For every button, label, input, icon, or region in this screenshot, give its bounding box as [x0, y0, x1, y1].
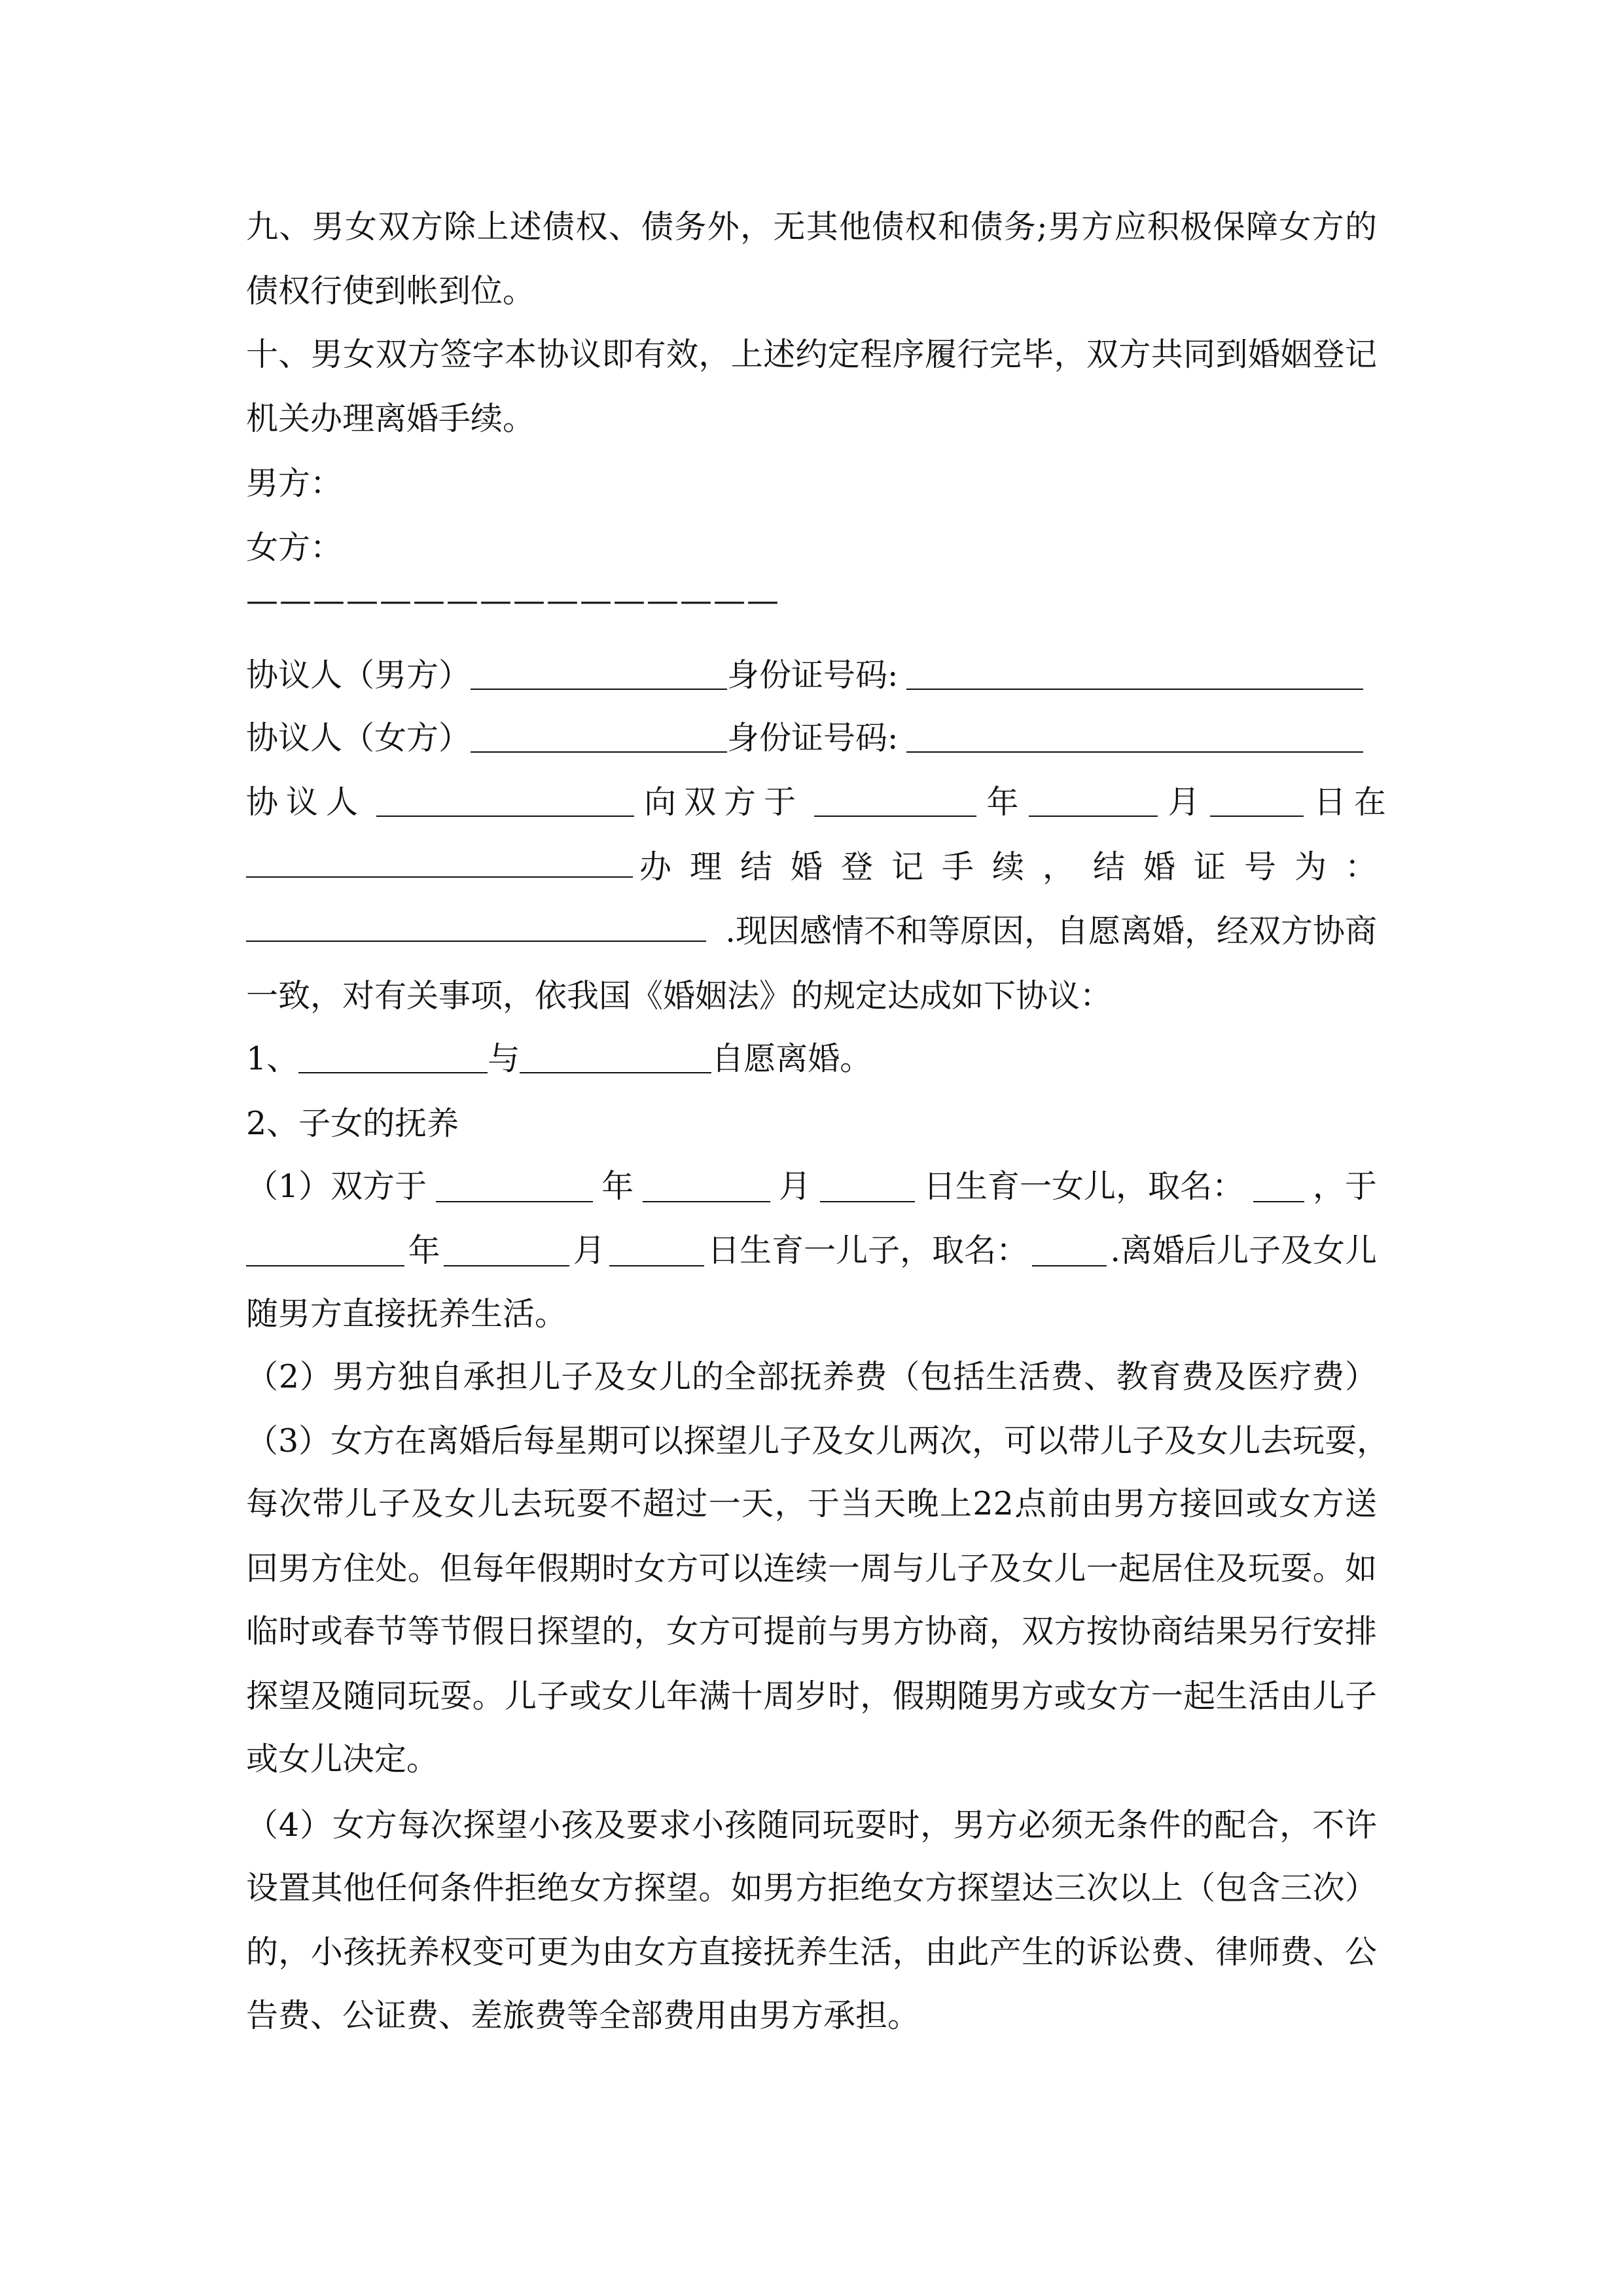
item-1-line — [246, 1038, 1377, 1080]
month-label: 月 — [1168, 783, 1200, 821]
item-2-3-line: 临时或春节等节假日探望的，女方可提前与男方协商，双方按协商结果另行安排 — [246, 1613, 1377, 1650]
id-label: 身份证号码: — [727, 656, 899, 694]
party-b-blank[interactable] — [520, 1042, 711, 1073]
item-2-4-line: 设置其他任何条件拒绝女方探望。如男方拒绝女方探望达三次以上（包含三次） — [246, 1869, 1377, 1907]
clause-9-line-2: 债权行使到帐到位。 — [246, 272, 535, 310]
day-blank[interactable] — [1210, 785, 1304, 817]
party-male-id-blank[interactable] — [906, 658, 1363, 690]
clause-10-line-1: 十、男女双方签字本协议即有效，上述约定程序履行完毕，双方共同到婚姻登记 — [246, 336, 1377, 373]
party-female-line — [246, 717, 1377, 759]
item-2-3-line: 探望及随同玩耍。儿子或女儿年满十周岁时，假期随男方或女方一起生活由儿子 — [246, 1677, 1377, 1715]
text: 月 — [573, 1232, 605, 1269]
consensus-line: 一致，对有关事项，依我国《婚姻法》的规定达成如下协议： — [246, 977, 1113, 1014]
son-year-blank[interactable] — [246, 1235, 404, 1266]
divider-line: ———————————————— — [246, 582, 780, 619]
clause-9-line-1: 九、男女双方除上述债权、债务外，无其他债权和债务;男方应积极保障女方的 — [246, 208, 1377, 245]
female-signature-label: 女方： — [246, 529, 343, 566]
marriage-date-line — [246, 781, 1394, 823]
daughter-year-blank[interactable] — [436, 1171, 593, 1202]
reason-text: .现因感情不和等原因，自愿离婚，经双方协商 — [725, 912, 1377, 950]
item-2-3-line: 或女儿决定。 — [246, 1740, 439, 1778]
id-label: 身份证号码: — [727, 719, 899, 757]
text: 日生育一女儿，取名： — [923, 1168, 1245, 1205]
day-label: 日在 — [1313, 783, 1394, 821]
item-2-title: 2、子女的抚养 — [246, 1105, 459, 1142]
agreement-party-blank[interactable] — [376, 785, 634, 817]
item-2-4-line: （4）女方每次探望小孩及要求小孩随同玩耍时，男方必须无条件的配合，不许 — [246, 1806, 1377, 1844]
item-1-with: 与 — [488, 1040, 520, 1077]
item-2-4-line: 告费、公证费、差旅费等全部费用由男方承担。 — [246, 1997, 920, 2034]
item-2-3-line: 回男方住处。但每年假期时女方可以连续一周与儿子及女儿一起居住及玩耍。如 — [246, 1550, 1377, 1587]
item-1-suffix: 自愿离婚。 — [711, 1040, 872, 1077]
month-blank[interactable] — [1029, 785, 1158, 817]
party-female-label: 协议人（女方） — [246, 719, 471, 757]
intro-text: 协议人 — [246, 783, 366, 821]
party-female-id-blank[interactable] — [906, 721, 1363, 753]
party-male-line — [246, 655, 1377, 696]
item-2-4-line: 的，小孩抚养权变可更为由女方直接抚养生活，由此产生的诉讼费、律师费、公 — [246, 1933, 1377, 1971]
registration-text: 办理结婚登记手续，结婚证号为： — [639, 848, 1395, 886]
year-label: 年 — [986, 783, 1019, 821]
item-2-1-line-3: 随男方直接抚养生活。 — [246, 1295, 567, 1333]
text: ，于 — [1312, 1168, 1377, 1205]
clause-10-line-2: 机关办理离婚手续。 — [246, 400, 535, 437]
item-2-1-line-2 — [246, 1230, 1377, 1272]
party-male-label: 协议人（男方） — [246, 656, 471, 694]
item-1-prefix: 1、 — [246, 1040, 299, 1077]
party-female-name-blank[interactable] — [471, 721, 727, 753]
reason-line — [246, 910, 1377, 952]
item-2-2: （2）男方独自承担儿子及女儿的全部抚养费（包括生活费、教育费及医疗费） — [246, 1358, 1377, 1395]
intro-text-2: 向双方于 — [644, 783, 804, 821]
party-a-blank[interactable] — [298, 1042, 488, 1073]
item-2-1-line-1 — [246, 1166, 1377, 1208]
text: 年 — [601, 1168, 634, 1205]
text: .离婚后儿子及女儿 — [1110, 1232, 1377, 1269]
registration-place-blank[interactable] — [246, 846, 633, 878]
item-2-3-line: 每次带儿子及女儿去玩耍不超过一天，于当天晚上22点前由男方接回或女方送 — [246, 1485, 1377, 1522]
text: （1）双方于 — [246, 1168, 427, 1205]
text: 日生育一儿子，取名： — [707, 1232, 1029, 1269]
registration-line — [246, 846, 1395, 888]
text: 年 — [408, 1232, 440, 1269]
text: 月 — [779, 1168, 812, 1205]
certificate-number-blank[interactable] — [246, 910, 706, 942]
son-name-blank[interactable] — [1032, 1235, 1107, 1266]
male-signature-label: 男方： — [246, 465, 343, 502]
daughter-name-blank[interactable] — [1253, 1171, 1304, 1202]
son-day-blank[interactable] — [609, 1235, 704, 1266]
year-blank[interactable] — [814, 785, 976, 817]
daughter-day-blank[interactable] — [820, 1171, 915, 1202]
son-month-blank[interactable] — [444, 1235, 569, 1266]
party-male-name-blank[interactable] — [471, 658, 727, 690]
item-2-3-line: （3）女方在离婚后每星期可以探望儿子及女儿两次，可以带儿子及女儿去玩耍， — [246, 1422, 1389, 1460]
daughter-month-blank[interactable] — [643, 1171, 770, 1202]
